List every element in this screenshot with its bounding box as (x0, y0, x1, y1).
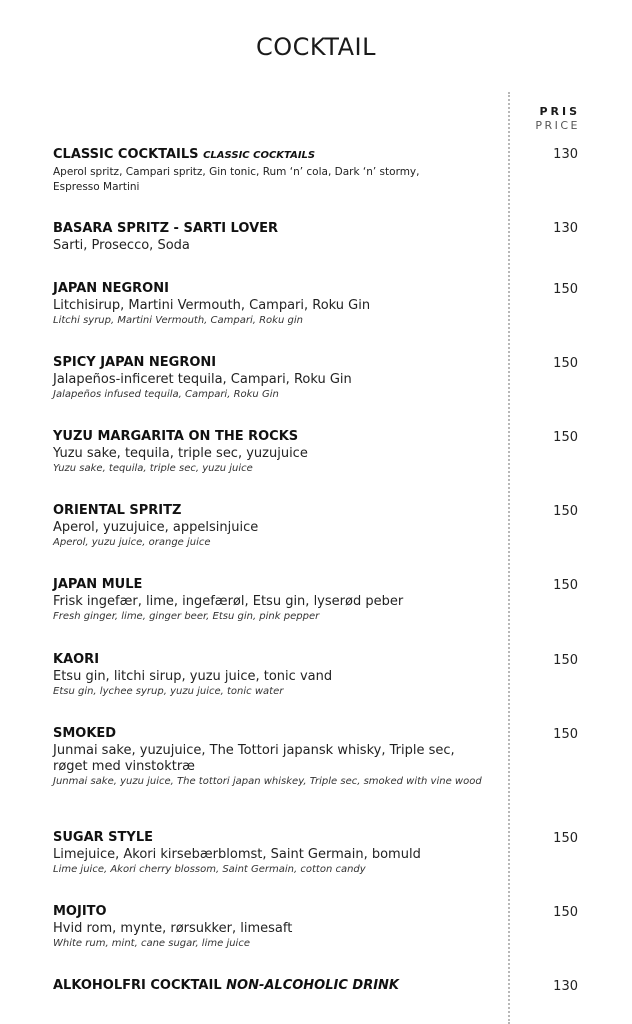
item-price: 130 (553, 221, 578, 236)
menu-item-sugar-style (53, 830, 508, 876)
item-description-da: Jalapeños-inficeret tequila, Campari, Roku Gin (53, 372, 352, 387)
price-column-divider (508, 92, 510, 1024)
item-description-da: Yuzu sake, tequila, triple sec, yuzujuice (53, 446, 308, 461)
item-name: JAPAN NEGRONI (53, 281, 169, 296)
item-description-en: Fresh ginger, lime, ginger beer, Etsu gin, pink pepper (53, 611, 320, 622)
item-description-da: Litchisirup, Martini Vermouth, Campari, Roku Gin (53, 298, 371, 313)
item-description-en: Junmai sake, yuzu juice, The tottori japan whiskey, Triple sec, smoked with vine wood (53, 776, 482, 787)
item-description-en: Yuzu sake, tequila, triple sec, yuzu juice (53, 463, 253, 474)
item-name: YUZU MARGARITA ON THE ROCKS (53, 429, 299, 444)
item-description-en: Aperol, yuzu juice, orange juice (53, 537, 211, 548)
item-name: BASARA SPRITZ - SARTI LOVER (53, 221, 279, 236)
item-description-en: White rum, mint, cane sugar, lime juice (53, 938, 250, 949)
item-price: 150 (553, 831, 578, 846)
menu-item-spicy-japan-negroni (53, 355, 508, 401)
menu-item-non-alcoholic (53, 978, 508, 994)
item-description-en: Lime juice, Akori cherry blossom, Saint Germain, cotton candy (53, 864, 366, 875)
item-price: 150 (553, 430, 578, 445)
item-price: 150 (553, 282, 578, 297)
item-name-sub: CLASSIC COCKTAILS (203, 150, 316, 161)
item-description-da: Sarti, Prosecco, Soda (53, 238, 190, 253)
item-title (53, 978, 508, 994)
page-title: COCKTAIL (256, 33, 376, 61)
price-header-da: PRIS (539, 105, 580, 118)
item-name: ORIENTAL SPRITZ (53, 503, 182, 518)
item-description-da: Hvid rom, mynte, rørsukker, limesaft (53, 921, 293, 936)
item-description-da: Limejuice, Akori kirsebærblomst, Saint Germain, bomuld (53, 847, 421, 862)
menu-item-oriental-spritz (53, 503, 508, 549)
item-description: Aperol spritz, Campari spritz, Gin tonic, Rum ‘n’ cola, Dark ‘n’ stormy, Espresso Martini (53, 166, 420, 193)
item-description-en: Jalapeños infused tequila, Campari, Roku Gin (53, 389, 279, 400)
item-description-en: Etsu gin, lychee syrup, yuzu juice, tonic water (53, 686, 284, 697)
item-name: CLASSIC COCKTAILS (53, 147, 199, 162)
item-name: SUGAR STYLE (53, 830, 153, 845)
item-price: 150 (553, 356, 578, 371)
price-header-en: PRICE (535, 119, 580, 132)
item-name: JAPAN MULE (53, 577, 143, 592)
item-price: 150 (553, 653, 578, 668)
menu-item-kaori (53, 652, 508, 698)
menu-item-basara-spritz (53, 221, 508, 254)
menu-item-japan-negroni (53, 281, 508, 327)
item-price: 150 (553, 578, 578, 593)
item-price: 150 (553, 905, 578, 920)
item-name-sub: NON-ALCOHOLIC DRINK (226, 978, 399, 993)
item-description-da: Frisk ingefær, lime, ingefærøl, Etsu gin, lyserød peber (53, 594, 404, 609)
menu-item-yuzu-margarita (53, 429, 508, 475)
item-name: MOJITO (53, 904, 107, 919)
item-description-da: Aperol, yuzujuice, appelsinjuice (53, 520, 259, 535)
item-name: ALKOHOLFRI COCKTAIL (53, 978, 222, 993)
menu-item-classic-cocktails (53, 147, 508, 195)
item-description-en: Litchi syrup, Martini Vermouth, Campari, Roku gin (53, 315, 303, 326)
item-name: SMOKED (53, 726, 117, 741)
item-name: SPICY JAPAN NEGRONI (53, 355, 217, 370)
item-price: 150 (553, 727, 578, 742)
menu-item-mojito (53, 904, 508, 950)
item-name: KAORI (53, 652, 100, 667)
item-description-da: Etsu gin, litchi sirup, yuzu juice, tonic vand (53, 669, 333, 684)
price-header (520, 105, 580, 133)
item-price: 150 (553, 504, 578, 519)
menu-item-smoked (53, 726, 508, 788)
item-title (53, 147, 508, 164)
item-price: 130 (553, 147, 578, 162)
item-price: 130 (553, 979, 578, 994)
menu-item-japan-mule (53, 577, 508, 623)
item-description-da: Junmai sake, yuzujuice, The Tottori japansk whisky, Triple sec, røget med vinstoktræ (53, 743, 455, 774)
